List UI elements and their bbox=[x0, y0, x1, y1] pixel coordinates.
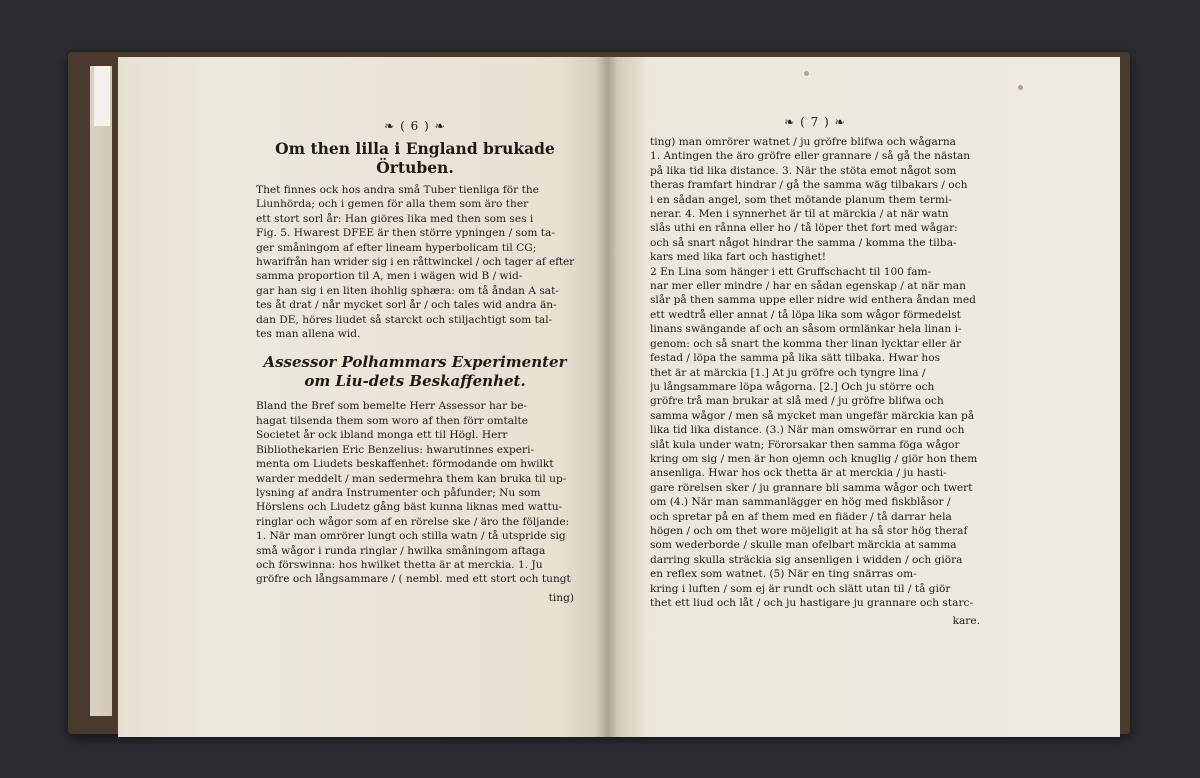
text-line: Thet finnes ock hos andra små Tuber tienliga för the bbox=[256, 184, 539, 196]
text-line: gar han sig i en liten ihohlig sphæra: om tå åndan A sat- bbox=[256, 284, 559, 297]
text-line: kring om sig / men är hon ojemn och knuglig / giör hon them bbox=[650, 452, 978, 465]
text-line: nerar. 4. Men i synnerhet är til at märckia / at när watn bbox=[650, 208, 949, 221]
right-catchword: kare. bbox=[952, 615, 980, 628]
text-line: 1. När man omrörer lungt och stilla watn / tå utspride sig bbox=[256, 530, 566, 543]
text-line: tes man allena wid. bbox=[256, 328, 361, 341]
text-line: warder meddelt / man sedermehra them kan bruka til up- bbox=[256, 472, 567, 485]
left-paragraph-1 bbox=[256, 183, 574, 341]
text-line: samma proportion til A, men i wägen wid B / wid- bbox=[256, 270, 523, 283]
text-line: Bland the Bref som bemelte Herr Assessor har be- bbox=[256, 400, 528, 413]
text-line: slår på then samma uppe eller nidre wid enthera åndan med bbox=[650, 294, 976, 307]
page-edges bbox=[90, 66, 112, 716]
text-line: Hörslens och Liudetz gång bäst kunna liknas med wattu- bbox=[256, 501, 563, 514]
right-paragraph bbox=[650, 135, 980, 610]
text-line: Fig. 5. Hwarest DFEE är then större ypningen / som ta- bbox=[256, 227, 555, 240]
text-line: gare rörelsen sker / ju grannare bli samma wågor och twert bbox=[650, 481, 973, 494]
text-line: små wågor i runda ringlar / hwilka småningom aftaga bbox=[256, 544, 546, 557]
text-line: och spretar på en af them med en fiäder / tå darrar hela bbox=[650, 510, 952, 523]
left-page bbox=[118, 57, 608, 737]
text-line: 1. Antingen the äro gröfre eller grannare / så gå the nästan bbox=[650, 150, 971, 163]
text-line: ansenliga. Hwar hos ock thetta är at merckia / ju hasti- bbox=[650, 467, 947, 480]
text-line: slåt kula under watn; Förorsakar then samma föga wågor bbox=[650, 438, 960, 451]
left-catchword: ting) bbox=[548, 591, 574, 604]
text-line: thet ett liud och låt / och ju hastigare ju grannare och starc- bbox=[650, 597, 974, 609]
text-line: ting) man omrörer watnet / ju gröfre blifwa och wågarna bbox=[650, 136, 956, 148]
text-line: kars med lika fart och hastighet! bbox=[650, 251, 826, 264]
text-line: hwarifrån han wrider sig i en råttwinckel / och tager af efter bbox=[256, 256, 574, 269]
paper-spot bbox=[1018, 85, 1023, 90]
text-line: högen / och om thet wore möjeligit at ha så stor hög theraf bbox=[650, 524, 968, 537]
text-line: lika tid lika distance. (3.) När man omswörrar en rund och bbox=[650, 424, 965, 437]
text-line: thet är at märckia [1.] At ju gröfre och tyngre lina / bbox=[650, 366, 926, 379]
left-subheading: Assessor Polhammars Experimenter om Liu-dets Beskaffenhet. bbox=[263, 353, 567, 391]
right-page-number-text: ( 7 ) bbox=[800, 115, 830, 129]
text-line: menta om Liudets beskaffenhet: förmodande om hwilkt bbox=[256, 458, 554, 471]
text-line: ringlar och wågor som af en rörelse ske / äro the följande: bbox=[256, 515, 570, 528]
text-line: kring i luften / som ej är rundt och slätt utan til / tå giör bbox=[650, 582, 951, 595]
text-line: Liunhörda; och i gemen för alla them som äro ther bbox=[256, 198, 529, 211]
text-line: ett wedtrå eller annat / tå löpa lika som wågor förmedelst bbox=[650, 308, 961, 321]
text-line: darring skulla sträckia sig ansenligen i widden / och giöra bbox=[650, 553, 963, 566]
text-line: slås uthi en rånna eller ho / tå löper thet fort med wågar: bbox=[650, 222, 958, 235]
text-line: nar mer eller mindre / har en sådan egenskap / at när man bbox=[650, 280, 966, 293]
text-line: tes åt drat / når mycket sorl år / och tales wid andra än- bbox=[256, 299, 557, 312]
text-line: om (4.) När man sammanlägger en hög med fiskblåsor / bbox=[650, 496, 951, 509]
text-line: genom: och så snart the komma ther linan lycktar eller är bbox=[650, 337, 962, 350]
paper-spot bbox=[804, 71, 809, 76]
left-heading: Om then lilla i England brukade Örtuben. bbox=[275, 139, 555, 177]
text-line: ger småningom af efter lineam hyperbolicam til CG; bbox=[256, 241, 537, 254]
left-page-number: ❧ ( 6 ) ❧ bbox=[384, 119, 446, 133]
text-line: gröfre och långsammare / ( nembl. med ett stort och tungt bbox=[256, 573, 571, 586]
text-line: och så snart något hindrar the samma / komma the tilba- bbox=[650, 236, 957, 249]
left-text-block bbox=[256, 119, 574, 605]
right-page-number: ❧ ( 7 ) ❧ bbox=[784, 115, 846, 129]
text-line: theras framfart hindrar / gå the samma wäg tilbakars / och bbox=[650, 179, 968, 192]
right-text-block bbox=[650, 115, 980, 628]
text-line: lysning af andra Instrumenter och påfunder; Nu som bbox=[256, 486, 541, 499]
white-tab bbox=[94, 66, 110, 126]
text-line: gröfre trå man brukar at slå med / ju gröfre blifwa och bbox=[650, 395, 944, 408]
text-line: och förswinna: hos hwilket thetta är at merckia. 1. Ju bbox=[256, 558, 543, 571]
text-line: ett stort sorl år: Han giöres lika med then som ses i bbox=[256, 212, 534, 225]
left-paragraph-2 bbox=[256, 399, 574, 586]
text-line: i en sådan angel, som thet mötande planum them termi- bbox=[650, 193, 952, 206]
text-line: en reflex som watnet. (5) När en ting snärras om- bbox=[650, 568, 917, 581]
left-page-number-text: ( 6 ) bbox=[400, 119, 430, 133]
text-line: samma wågor / men så mycket man ungefär märckia kan på bbox=[650, 409, 975, 422]
text-line: linans swängande af och an såsom ormlänkar hela linan i- bbox=[650, 323, 962, 336]
text-line: ju långsammare löpa wågorna. [2.] Och ju större och bbox=[650, 380, 935, 393]
text-line: Societet år ock ibland monga ett til Högl. Herr bbox=[256, 429, 508, 442]
text-line: Bibliothekarien Eric Benzelius: hwarutinnes experi- bbox=[256, 443, 535, 456]
text-line: festad / löpa the samma på lika sätt tilbaka. Hwar hos bbox=[650, 352, 941, 365]
right-page bbox=[608, 57, 1120, 737]
text-line: 2 En Lina som hänger i ett Gruffschacht til 100 fam- bbox=[650, 265, 932, 278]
text-line: dan DE, höres liudet så starckt och stiljachtigt som tal- bbox=[256, 313, 553, 326]
text-line: hagat tilsenda them som woro af then förr omtalte bbox=[256, 414, 528, 427]
text-line: på lika tid lika distance. 3. När the stöta emot något som bbox=[650, 164, 957, 177]
book-gutter bbox=[596, 57, 618, 737]
text-line: som wederborde / skulle man ofelbart märckia at samma bbox=[650, 539, 957, 552]
